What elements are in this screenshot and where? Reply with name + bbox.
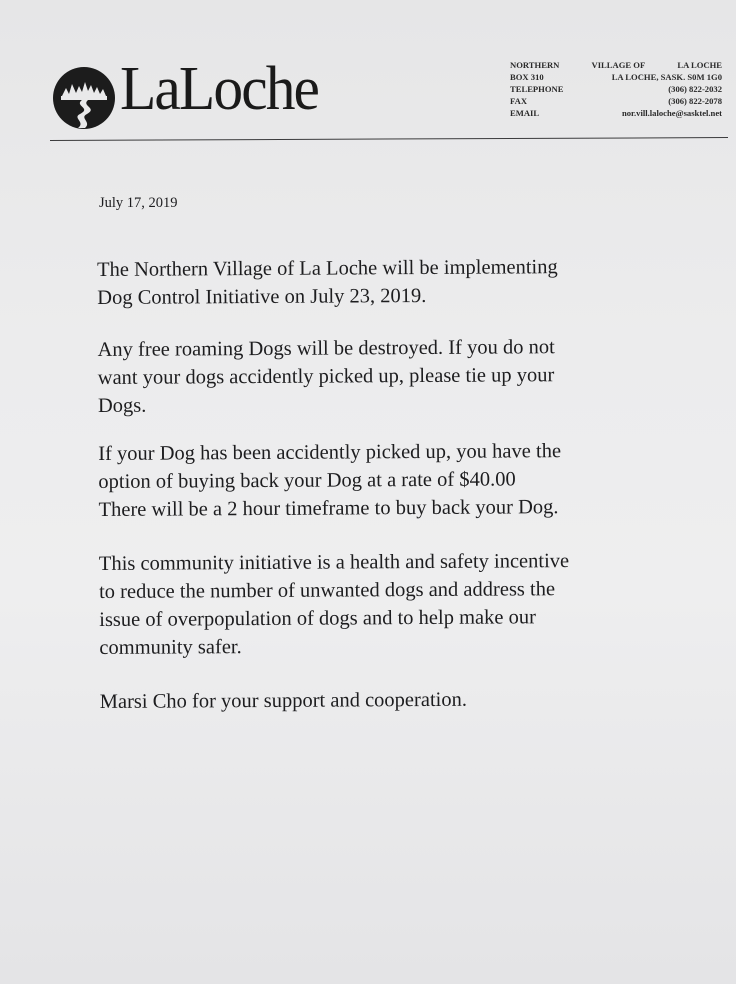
paragraph-announcement: The Northern Village of La Loche will be implementing Dog Control Initiative on July 23, 2019. bbox=[97, 256, 558, 309]
paragraph-thanks: Marsi Cho for your support and cooperation. bbox=[99, 688, 468, 713]
village-emblem-icon bbox=[52, 66, 116, 130]
la-loche-logo bbox=[52, 55, 332, 136]
paragraph-buyback: If your Dog has been accidently picked up, you have the option of buying back your Dog at a rate of $40.00 There will be a 2 hour timeframe to buy back your Dog. bbox=[98, 440, 562, 521]
letter-body bbox=[97, 252, 710, 716]
contact-row: TELEPHONE (306) 822-2032 bbox=[510, 84, 722, 94]
brand-wordmark: LaLoche bbox=[120, 55, 319, 123]
contact-row: EMAIL nor.vill.laloche@sasktel.net bbox=[510, 108, 722, 118]
letter-date: July 17, 2019 bbox=[99, 195, 178, 211]
paragraph-purpose: This community initiative is a health and safety incentive to reduce the number of unwanted dogs and address the issue of overpopulation of dogs and to help make our community safer. bbox=[98, 550, 570, 659]
paragraph-warning: Any free roaming Dogs will be destroyed. If you do not want your dogs accidently picked up, please tie up your Dogs. bbox=[97, 336, 555, 417]
letterhead-divider bbox=[50, 137, 728, 141]
contact-block bbox=[510, 59, 722, 119]
contact-row: FAX (306) 822-2078 bbox=[510, 96, 722, 106]
contact-row: NORTHERN VILLAGE OF LA LOCHE bbox=[510, 60, 722, 70]
contact-row: BOX 310 LA LOCHE, SASK. S0M 1G0 bbox=[510, 72, 722, 82]
